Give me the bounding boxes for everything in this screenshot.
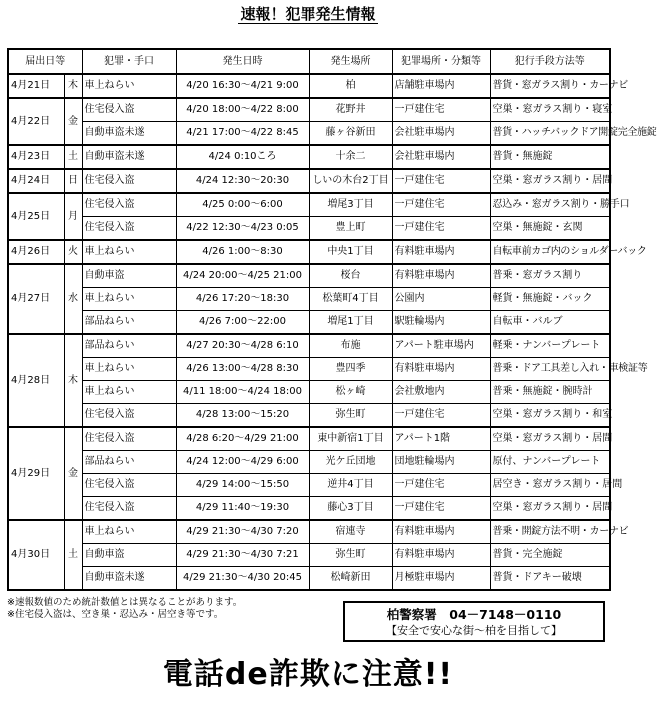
cell-time: 4/22 12:30～4/23 0:05 (176, 217, 309, 241)
cell-place: 布施 (309, 334, 392, 358)
cell-location: 一戸建住宅 (392, 404, 490, 428)
cell-crime: 自動車盗未遂 (82, 122, 176, 146)
table-row (8, 311, 610, 335)
cell-method: 普乗・開錠方法不明・カーナビ (490, 520, 610, 544)
cell-location: 団地駐輪場内 (392, 451, 490, 474)
cell-method: 居空き・窓ガラス割り・居間 (490, 474, 610, 497)
table-body (8, 74, 657, 590)
table-row (8, 122, 610, 146)
cell-weekday: 木 (64, 74, 82, 98)
cell-time: 4/29 11:40～19:30 (176, 497, 309, 521)
cell-time: 4/25 0:00～6:00 (176, 193, 309, 217)
cell-crime: 車上ねらい (82, 520, 176, 544)
header-location: 犯罪場所・分類等 (392, 49, 490, 74)
cell-place: 花野井 (309, 98, 392, 122)
cell-place: 松葉町4丁目 (309, 288, 392, 311)
police-station-name: 柏警察署 04－7148－0110 (386, 607, 562, 622)
cell-place: 藤ヶ谷新田 (309, 122, 392, 146)
table-row (8, 264, 610, 288)
table-row (8, 474, 610, 497)
cell-method: 普貨・ドアキー破壊 (490, 567, 610, 591)
cell-crime: 車上ねらい (82, 381, 176, 404)
cell-method: 空巣・窓ガラス割り・居間 (490, 427, 610, 451)
cell-place: 桜台 (309, 264, 392, 288)
table-row (8, 217, 610, 241)
cell-place: 藤心3丁目 (309, 497, 392, 521)
cell-crime: 車上ねらい (82, 358, 176, 381)
cell-method: 普乗・無施錠・腕時計 (490, 381, 610, 404)
notes (7, 597, 242, 621)
cell-weekday: 水 (64, 264, 82, 334)
cell-crime: 部品ねらい (82, 311, 176, 335)
cell-place: 東中新宿1丁目 (309, 427, 392, 451)
table-header-row (8, 49, 610, 74)
cell-weekday: 木 (64, 334, 82, 427)
cell-place: 増尾3丁目 (309, 193, 392, 217)
cell-crime: 住宅侵入盗 (82, 474, 176, 497)
cell-time: 4/29 21:30～4/30 7:21 (176, 544, 309, 567)
cell-date: 4月28日 (8, 334, 64, 427)
table-row (8, 497, 610, 521)
cell-time: 4/28 13:00～15:20 (176, 404, 309, 428)
cell-method: 普貨・無施錠 (490, 145, 610, 169)
cell-location: 有料駐車場内 (392, 358, 490, 381)
cell-location: 一戸建住宅 (392, 474, 490, 497)
table-row (8, 74, 610, 98)
cell-time: 4/24 20:00～4/25 21:00 (176, 264, 309, 288)
cell-place: 松崎新田 (309, 567, 392, 591)
cell-date: 4月22日 (8, 98, 64, 145)
cell-location: 駅駐輪場内 (392, 311, 490, 335)
cell-crime: 住宅侵入盗 (82, 193, 176, 217)
cell-method: 普乗・ドア工具差し入れ・車検証等 (490, 358, 610, 381)
crime-table (7, 48, 657, 591)
cell-crime: 部品ねらい (82, 451, 176, 474)
cell-time: 4/21 17:00～4/22 8:45 (176, 122, 309, 146)
cell-location: 会社駐車場内 (392, 122, 490, 146)
note-line: ※速報数値のため統計数値とは異なることがあります。 (7, 597, 243, 608)
cell-location: 有料駐車場内 (392, 240, 490, 264)
cell-crime: 部品ねらい (82, 334, 176, 358)
cell-location: 公園内 (392, 288, 490, 311)
cell-weekday: 金 (64, 427, 82, 520)
table-row (8, 358, 610, 381)
table-row (8, 404, 610, 428)
cell-location: 一戸建住宅 (392, 169, 490, 193)
table-row (8, 451, 610, 474)
cell-weekday: 月 (64, 193, 82, 240)
cell-crime: 住宅侵入盗 (82, 169, 176, 193)
cell-weekday: 金 (64, 98, 82, 145)
cell-time: 4/20 18:00～4/22 8:00 (176, 98, 309, 122)
cell-time: 4/26 7:00～22:00 (176, 311, 309, 335)
cell-method: 自転車・バルブ (490, 311, 610, 335)
table-row (8, 567, 610, 591)
cell-method: 普乗・窓ガラス割り (490, 264, 610, 288)
table-row (8, 169, 610, 193)
table-row (8, 240, 610, 264)
cell-date: 4月30日 (8, 520, 64, 590)
cell-date: 4月29日 (8, 427, 64, 520)
cell-method: 普貨・完全施錠 (490, 544, 610, 567)
cell-method: 軽貨・無施錠・バック (490, 288, 610, 311)
cell-location: 店舗駐車場内 (392, 74, 490, 98)
cell-place: しいの木台2丁目 (309, 169, 392, 193)
table-row (8, 520, 610, 544)
cell-weekday: 火 (64, 240, 82, 264)
header-method: 犯行手段方法等 (490, 49, 610, 74)
cell-location: 一戸建住宅 (392, 193, 490, 217)
page-title (0, 4, 616, 24)
header-crime: 犯罪・手口 (82, 49, 176, 74)
cell-time: 4/26 13:00～4/28 8:30 (176, 358, 309, 381)
cell-location: 有料駐車場内 (392, 544, 490, 567)
fraud-warning: 電話de詐欺に注意!! (162, 657, 454, 692)
cell-method: 忍込み・窓ガラス割り・勝手口 (490, 193, 610, 217)
cell-crime: 自動車盗未遂 (82, 567, 176, 591)
cell-place: 弥生町 (309, 404, 392, 428)
cell-method: 自転車前カゴ内のショルダーバック (490, 240, 610, 264)
table-row (8, 427, 610, 451)
cell-time: 4/29 14:00～15:50 (176, 474, 309, 497)
cell-place: 十余二 (309, 145, 392, 169)
cell-time: 4/26 1:00～8:30 (176, 240, 309, 264)
cell-time: 4/26 17:20～18:30 (176, 288, 309, 311)
cell-crime: 住宅侵入盗 (82, 404, 176, 428)
cell-crime: 車上ねらい (82, 74, 176, 98)
cell-time: 4/29 21:30～4/30 7:20 (176, 520, 309, 544)
page-title-text: 速報！犯罪発生情報 (240, 5, 376, 23)
cell-time: 4/24 12:00～4/29 6:00 (176, 451, 309, 474)
cell-time: 4/28 6:20～4/29 21:00 (176, 427, 309, 451)
cell-location: 有料駐車場内 (392, 264, 490, 288)
header-time: 発生日時 (176, 49, 309, 74)
cell-crime: 住宅侵入盗 (82, 98, 176, 122)
cell-location: アパート1階 (392, 427, 490, 451)
cell-time: 4/11 18:00～4/24 18:00 (176, 381, 309, 404)
cell-method: 空巣・窓ガラス割り・居間 (490, 169, 610, 193)
cell-location: 一戸建住宅 (392, 98, 490, 122)
cell-method: 空巣・無施錠・玄関 (490, 217, 610, 241)
note-line: ※住宅侵入盗は、空き巣・忍込み・居空き等です。 (7, 609, 224, 620)
cell-date: 4月26日 (8, 240, 64, 264)
cell-location: 月極駐車場内 (392, 567, 490, 591)
header-place: 発生場所 (309, 49, 392, 74)
cell-crime: 住宅侵入盗 (82, 427, 176, 451)
cell-location: アパート駐車場内 (392, 334, 490, 358)
header-date: 届出日等 (8, 49, 82, 74)
table-row (8, 98, 610, 122)
cell-weekday: 土 (64, 520, 82, 590)
cell-place: 中央1丁目 (309, 240, 392, 264)
police-slogan: 【安全で安心な街～柏を目指して】 (386, 624, 562, 637)
cell-place: 増尾1丁目 (309, 311, 392, 335)
cell-date: 4月27日 (8, 264, 64, 334)
cell-location: 有料駐車場内 (392, 520, 490, 544)
police-contact-box (343, 601, 605, 642)
table-row (8, 544, 610, 567)
cell-date: 4月23日 (8, 145, 64, 169)
cell-place: 柏 (309, 74, 392, 98)
cell-date: 4月24日 (8, 169, 64, 193)
cell-place: 逆井4丁目 (309, 474, 392, 497)
table-row (8, 334, 610, 358)
cell-crime: 車上ねらい (82, 240, 176, 264)
cell-time: 4/24 0:10ころ (176, 145, 309, 169)
cell-time: 4/29 21:30～4/30 20:45 (176, 567, 309, 591)
cell-time: 4/24 12:30～20:30 (176, 169, 309, 193)
cell-time: 4/20 16:30～4/21 9:00 (176, 74, 309, 98)
cell-place: 宿連寺 (309, 520, 392, 544)
cell-crime: 自動車盗 (82, 264, 176, 288)
cell-crime: 住宅侵入盗 (82, 217, 176, 241)
cell-place: 弥生町 (309, 544, 392, 567)
cell-method: 原付、ナンバープレート (490, 451, 610, 474)
cell-place: 松ヶ崎 (309, 381, 392, 404)
cell-method: 空巣・窓ガラス割り・寝室 (490, 98, 610, 122)
table-row (8, 381, 610, 404)
table-row (8, 193, 610, 217)
cell-date: 4月25日 (8, 193, 64, 240)
cell-crime: 住宅侵入盗 (82, 497, 176, 521)
cell-weekday: 土 (64, 145, 82, 169)
cell-time: 4/27 20:30～4/28 6:10 (176, 334, 309, 358)
cell-method: 空巣・窓ガラス割り・居間 (490, 497, 610, 521)
cell-place: 光ケ丘団地 (309, 451, 392, 474)
cell-date: 4月21日 (8, 74, 64, 98)
cell-weekday: 日 (64, 169, 82, 193)
cell-place: 豊四季 (309, 358, 392, 381)
cell-location: 会社敷地内 (392, 381, 490, 404)
cell-location: 会社駐車場内 (392, 145, 490, 169)
cell-method: 軽乗・ナンバープレート (490, 334, 610, 358)
cell-location: 一戸建住宅 (392, 497, 490, 521)
table-row (8, 288, 610, 311)
cell-crime: 自動車盗未遂 (82, 145, 176, 169)
cell-method: 普貨・ハッチバックドア開錠完全施錠 (490, 122, 610, 146)
table-row (8, 145, 610, 169)
cell-method: 普貨・窓ガラス割り・カーナビ (490, 74, 610, 98)
cell-method: 空巣・窓ガラス割り・和室 (490, 404, 610, 428)
cell-crime: 自動車盗 (82, 544, 176, 567)
cell-location: 一戸建住宅 (392, 217, 490, 241)
cell-place: 豊上町 (309, 217, 392, 241)
cell-crime: 車上ねらい (82, 288, 176, 311)
